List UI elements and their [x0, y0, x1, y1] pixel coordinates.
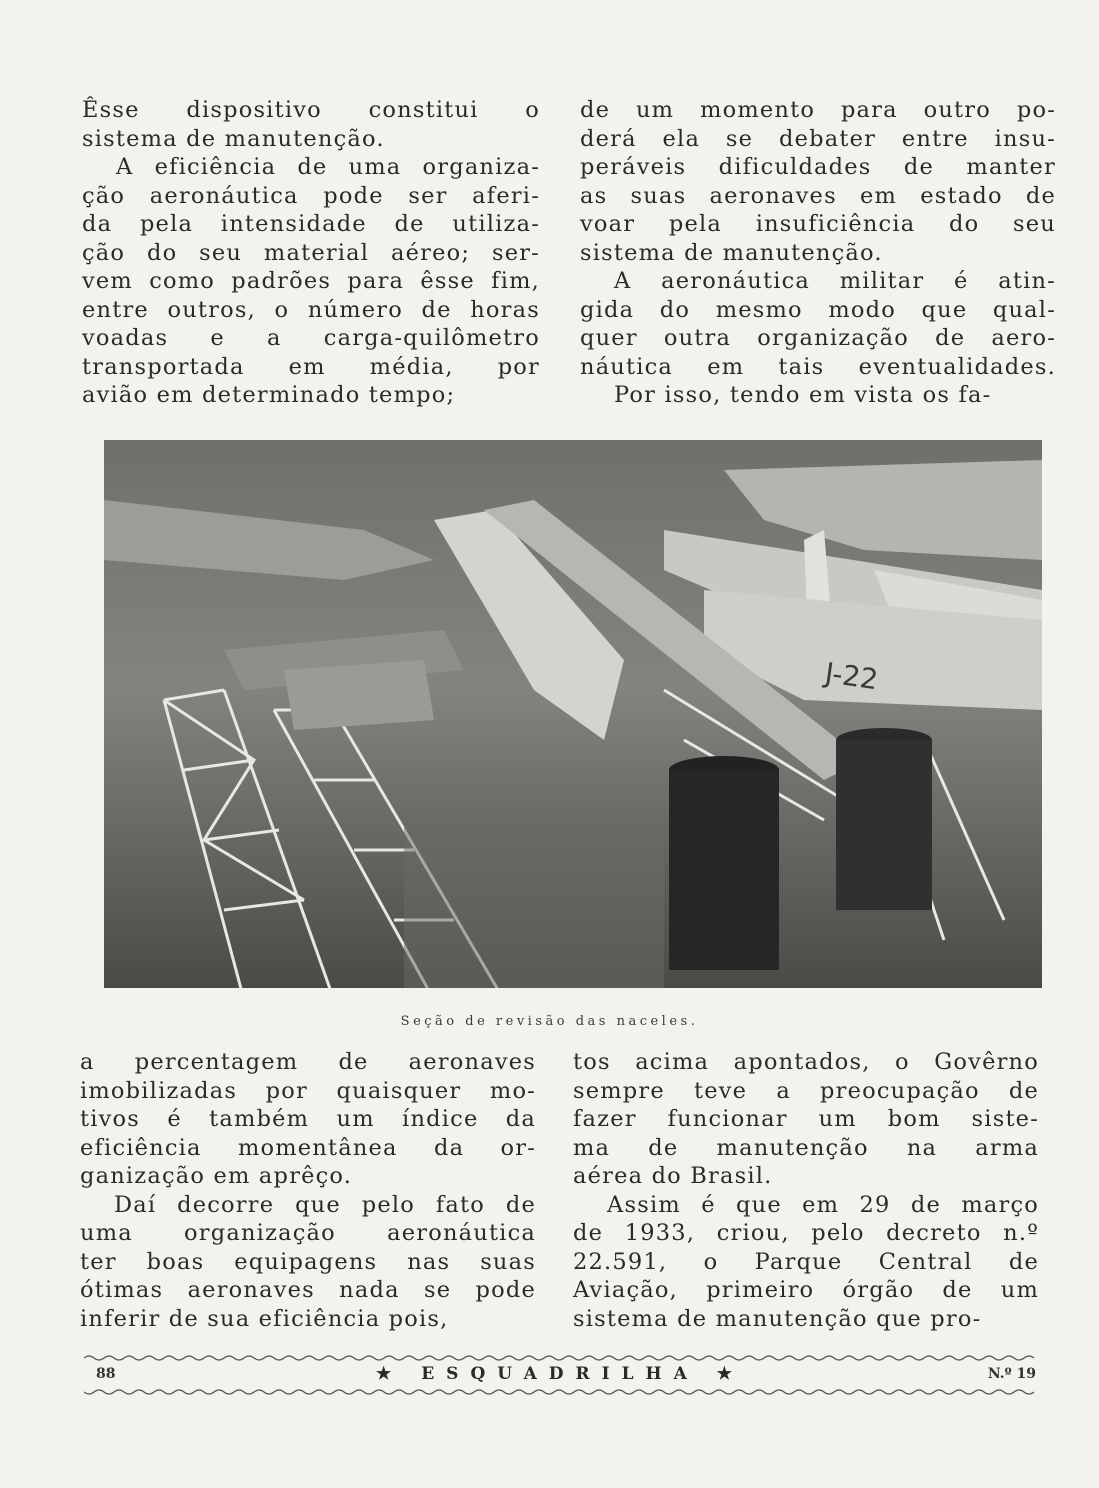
text-line: aérea do Brasil. — [573, 1163, 773, 1189]
text-column-top-left — [82, 96, 540, 410]
magazine-title: ESQUADRILHA — [421, 1364, 699, 1384]
page-number: 88 — [96, 1366, 116, 1382]
text-line: 22.591, o Parque Central de — [573, 1248, 1039, 1275]
text-line: a percentagem de aeronaves — [80, 1049, 536, 1075]
footer-top-rule — [84, 1354, 1036, 1362]
text-line: imobilizadas por quaisquer mo- — [80, 1077, 536, 1104]
text-line: ganização em aprêço. — [80, 1163, 353, 1189]
text-line: Daí decorre que pelo fato de — [114, 1191, 536, 1218]
text-column-bottom-right — [573, 1048, 1039, 1333]
text-column-bottom-left — [80, 1048, 536, 1333]
text-line: as suas aeronaves em estado de — [580, 182, 1056, 209]
text-line: eficiência momentânea da or- — [80, 1134, 536, 1161]
text-line: Assim é que em 29 de março — [607, 1191, 1039, 1218]
footer-bottom-rule — [84, 1388, 1036, 1396]
text-line: da pela intensidade de utiliza- — [82, 211, 540, 237]
text-line: quer outra organização de aero- — [580, 325, 1056, 351]
text-line: voar pela insuficiência do seu — [580, 211, 1056, 237]
text-line: tivos é também um índice da — [80, 1106, 536, 1132]
magazine-title-line — [84, 1364, 1036, 1384]
text-line: de 1933, criou, pelo decreto n.º — [573, 1220, 1039, 1246]
text-line: Por isso, tendo em vista os fa- — [614, 382, 992, 408]
text-line: transportada em média, por — [82, 353, 540, 380]
text-line: ção aeronáutica pode ser aferi- — [82, 182, 540, 209]
text-line: voadas e a carga-quilômetro — [82, 325, 540, 351]
text-line: uma organização aeronáutica — [80, 1220, 536, 1246]
text-line: Aviação, primeiro órgão de um — [573, 1277, 1039, 1303]
text-line: ótimas aeronaves nada se pode — [80, 1277, 536, 1303]
text-line: sistema de manutenção que pro- — [573, 1305, 982, 1332]
issue-number: N.º 19 — [987, 1366, 1036, 1382]
text-line: de um momento para outro po- — [580, 97, 1056, 123]
text-line: ma de manutenção na arma — [573, 1134, 1039, 1161]
text-line: avião em determinado tempo; — [82, 382, 456, 408]
aircraft-marking: J-22 — [823, 656, 881, 697]
text-line: sistema de manutenção. — [580, 239, 883, 266]
star-icon: ★ — [376, 1364, 404, 1384]
text-line: ção do seu material aéreo; ser- — [82, 239, 540, 266]
text-line: A aeronáutica militar é atin- — [614, 268, 1056, 294]
text-line: derá ela se debater entre insu- — [580, 125, 1056, 152]
hangar-photo — [104, 440, 1042, 988]
text-line: Êsse dispositivo constitui o — [82, 97, 540, 123]
text-line: gida do mesmo modo que qual- — [580, 296, 1056, 323]
text-line: entre outros, o número de horas — [82, 296, 540, 323]
text-column-top-right — [580, 96, 1056, 410]
text-line: fazer funcionar um bom siste- — [573, 1106, 1039, 1132]
text-line: tos acima apontados, o Govêrno — [573, 1049, 1039, 1075]
text-line: A eficiência de uma organiza- — [116, 154, 540, 180]
text-line: peráveis dificuldades de manter — [580, 154, 1056, 180]
photo-caption: Seção de revisão das naceles. — [400, 1014, 699, 1029]
text-line: náutica em tais eventualidades. — [580, 353, 1056, 380]
text-line: sistema de manutenção. — [82, 125, 385, 152]
page-footer — [84, 1364, 1036, 1386]
text-line: sempre teve a preocupação de — [573, 1077, 1039, 1104]
text-line: vem como padrões para êsse fim, — [82, 268, 540, 294]
text-line: inferir de sua eficiência pois, — [80, 1305, 449, 1332]
text-line: ter boas equipagens nas suas — [80, 1248, 536, 1275]
star-icon: ★ — [716, 1364, 744, 1384]
